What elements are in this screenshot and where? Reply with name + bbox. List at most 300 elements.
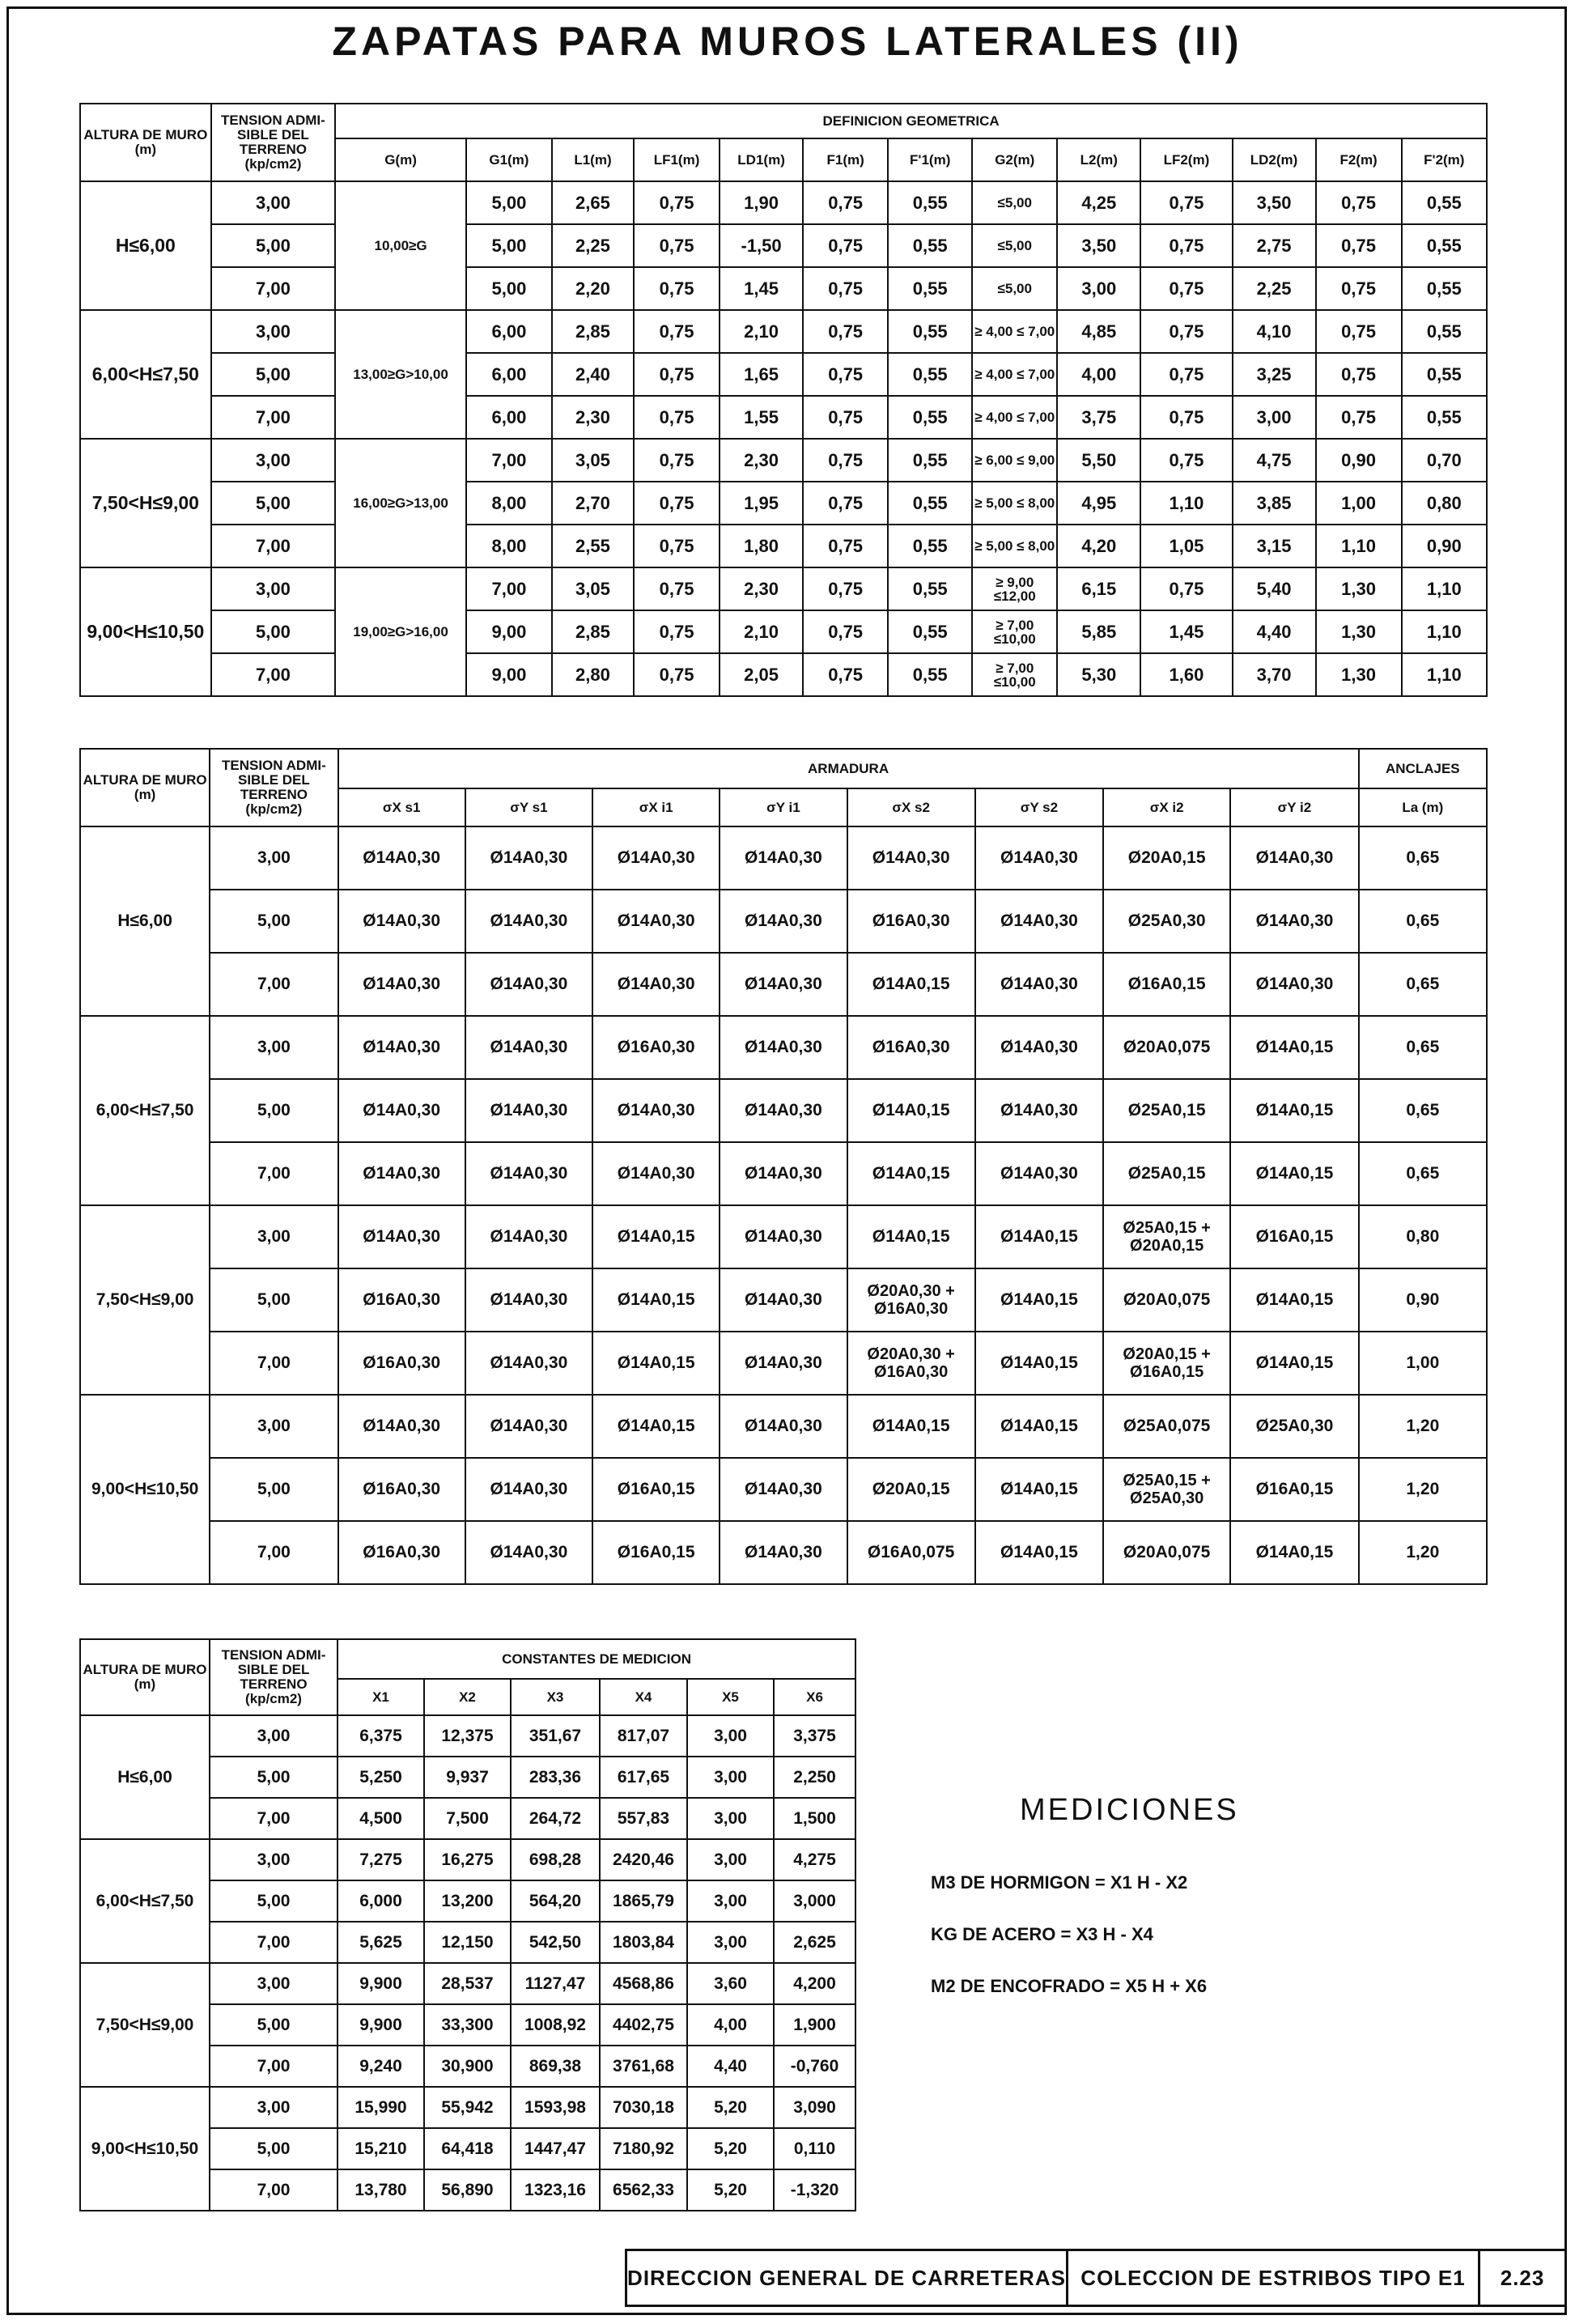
column-header: G(m) — [335, 138, 466, 181]
table-cell: 3,00 — [687, 1880, 774, 1922]
table-cell: 4,25 — [1057, 181, 1140, 224]
table-cell: Ø14A0,15 — [975, 1521, 1103, 1584]
table-cell: 7,00 — [466, 439, 552, 482]
table-cell: 0,75 — [803, 567, 888, 610]
header-altura: ALTURA DE MURO (m) — [80, 104, 211, 181]
column-header: σY i2 — [1230, 788, 1358, 826]
table-cell: 1,95 — [720, 482, 803, 525]
table-cell: 1323,16 — [511, 2169, 600, 2211]
table-cell: 15,210 — [338, 2128, 424, 2169]
formula-hormigon: M3 DE HORMIGON = X1 H - X2 — [931, 1872, 1188, 1893]
table-cell: 3,15 — [1233, 525, 1316, 567]
table-row — [80, 525, 1487, 567]
table-row — [80, 953, 1487, 1016]
table-cell: 0,80 — [1402, 482, 1487, 525]
table-cell: Ø14A0,15 — [847, 1142, 975, 1205]
table-cell: 1,90 — [720, 181, 803, 224]
table-cell: ≤5,00 — [972, 267, 1057, 310]
table-cell: 28,537 — [424, 1963, 511, 2004]
table-cell: ≥ 5,00 ≤ 8,00 — [972, 525, 1057, 567]
table-cell: 264,72 — [511, 1798, 600, 1839]
table-cell: 0,75 — [1140, 353, 1232, 396]
formula-acero: KG DE ACERO = X3 H - X4 — [931, 1924, 1153, 1944]
table-cell: Ø14A0,15 — [592, 1395, 720, 1458]
cell-g: 16,00≥G>13,00 — [335, 439, 466, 567]
table-row — [80, 653, 1487, 696]
table-cell: 1,20 — [1359, 1521, 1487, 1584]
table-cell: Ø14A0,30 — [465, 1205, 592, 1268]
table-cell: 0,55 — [888, 224, 972, 267]
table-cell: Ø14A0,30 — [465, 890, 592, 953]
table-cell: -1,50 — [720, 224, 803, 267]
table-cell: Ø14A0,30 — [592, 1142, 720, 1205]
cell-tension: 5,00 — [211, 224, 336, 267]
table-cell: 0,75 — [1316, 396, 1402, 439]
table-cell: 0,65 — [1359, 1142, 1487, 1205]
table-cell: 2,85 — [552, 310, 634, 353]
table-cell: Ø14A0,30 — [465, 1395, 592, 1458]
table-cell: 5,250 — [338, 1757, 424, 1798]
table-row — [80, 1268, 1487, 1332]
table-cell: Ø16A0,30 — [847, 1016, 975, 1079]
table-cell: Ø14A0,30 — [720, 1332, 847, 1395]
table-cell: 6,15 — [1057, 567, 1140, 610]
table-cell: Ø14A0,15 — [592, 1205, 720, 1268]
table-cell: 6,00 — [466, 353, 552, 396]
cell-tension: 5,00 — [210, 1268, 338, 1332]
table-row — [80, 439, 1487, 482]
table-cell: 0,55 — [888, 396, 972, 439]
footer-page-number: 2.23 — [1478, 2249, 1567, 2307]
table-cell: 1,60 — [1140, 653, 1232, 696]
table-cell: 1,80 — [720, 525, 803, 567]
table-cell: Ø14A0,30 — [720, 953, 847, 1016]
mediciones-title: MEDICIONES — [1020, 1793, 1239, 1827]
table-cell: Ø14A0,30 — [975, 953, 1103, 1016]
table-cell: 1447,47 — [511, 2128, 600, 2169]
table-cell: 3,00 — [687, 1798, 774, 1839]
table-cell: 7,500 — [424, 1798, 511, 1839]
table-cell: ≤5,00 — [972, 181, 1057, 224]
table-cell: 1,20 — [1359, 1458, 1487, 1521]
table-cell: Ø14A0,15 — [975, 1332, 1103, 1395]
column-header: σY i1 — [720, 788, 847, 826]
table-cell: Ø14A0,30 — [720, 1521, 847, 1584]
table-cell: 3,00 — [687, 1757, 774, 1798]
table-cell: Ø14A0,30 — [720, 1205, 847, 1268]
cell-tension: 5,00 — [210, 1458, 338, 1521]
table-cell: Ø14A0,15 — [1230, 1142, 1358, 1205]
table-cell: 0,75 — [1316, 353, 1402, 396]
table-cell: -1,320 — [774, 2169, 855, 2211]
cell-tension: 5,00 — [210, 2128, 338, 2169]
table-cell: Ø14A0,15 — [975, 1395, 1103, 1458]
column-header: X1 — [338, 1679, 424, 1715]
table-row — [80, 1715, 855, 1757]
cell-tension: 7,00 — [210, 1521, 338, 1584]
table-cell: 0,75 — [1140, 439, 1232, 482]
table-cell: 0,75 — [803, 224, 888, 267]
column-header: σX s1 — [338, 788, 465, 826]
table-row — [80, 310, 1487, 353]
table-cell: 0,75 — [634, 525, 720, 567]
table-cell: Ø14A0,15 — [1230, 1332, 1358, 1395]
table-cell: 4,00 — [687, 2004, 774, 2046]
table-cell: 9,937 — [424, 1757, 511, 1798]
table-cell: Ø14A0,30 — [1230, 890, 1358, 953]
table-cell: 0,65 — [1359, 890, 1487, 953]
cell-tension: 3,00 — [210, 1715, 338, 1757]
table-cell: 617,65 — [600, 1757, 687, 1798]
table-cell: 4,10 — [1233, 310, 1316, 353]
table-cell: 6,000 — [338, 1880, 424, 1922]
table-cell: Ø14A0,30 — [720, 1142, 847, 1205]
table-cell: ≥ 4,00 ≤ 7,00 — [972, 353, 1057, 396]
table-constantes-medicion — [79, 1638, 856, 2211]
table-cell: 1,10 — [1402, 610, 1487, 653]
table-cell: 7180,92 — [600, 2128, 687, 2169]
table-row — [80, 1079, 1487, 1142]
table-cell: 0,75 — [803, 181, 888, 224]
table-cell: 0,90 — [1359, 1268, 1487, 1332]
cell-tension: 7,00 — [211, 653, 336, 696]
table-cell: 4,40 — [687, 2046, 774, 2087]
header-constantes: CONSTANTES DE MEDICION — [338, 1639, 855, 1679]
table-cell: 0,75 — [634, 482, 720, 525]
table-cell: Ø14A0,30 — [465, 1458, 592, 1521]
footer-collection: COLECCION DE ESTRIBOS TIPO E1 — [1066, 2249, 1480, 2307]
cell-tension: 7,00 — [210, 953, 338, 1016]
column-header: La (m) — [1359, 788, 1487, 826]
table-cell: 0,55 — [1402, 267, 1487, 310]
header-anclajes: ANCLAJES — [1359, 749, 1487, 788]
table-cell: 1,00 — [1316, 482, 1402, 525]
table-cell: 0,55 — [1402, 310, 1487, 353]
table-cell: 0,90 — [1316, 439, 1402, 482]
table-cell: Ø16A0,30 — [338, 1458, 465, 1521]
table-cell: 2,25 — [552, 224, 634, 267]
table-cell: 4,00 — [1057, 353, 1140, 396]
table-cell: 1,900 — [774, 2004, 855, 2046]
row-group-label: H≤6,00 — [80, 1715, 210, 1839]
cell-tension: 7,00 — [210, 1142, 338, 1205]
table-cell: 1,10 — [1140, 482, 1232, 525]
table-cell: 351,67 — [511, 1715, 600, 1757]
table-cell: 2,10 — [720, 310, 803, 353]
column-header: σY s1 — [465, 788, 592, 826]
table-cell: 5,20 — [687, 2087, 774, 2128]
table-cell: 0,75 — [634, 181, 720, 224]
table-row — [80, 267, 1487, 310]
table-cell: 0,75 — [634, 610, 720, 653]
table-cell: Ø14A0,30 — [465, 1521, 592, 1584]
table-cell: 3,60 — [687, 1963, 774, 2004]
table-cell: 0,55 — [1402, 181, 1487, 224]
table-cell: 56,890 — [424, 2169, 511, 2211]
table-cell: Ø14A0,30 — [592, 1079, 720, 1142]
table-row — [80, 567, 1487, 610]
table-cell: 2,30 — [720, 567, 803, 610]
table-cell: Ø14A0,15 — [592, 1332, 720, 1395]
table-cell: 1,00 — [1359, 1332, 1487, 1395]
table-cell: Ø14A0,30 — [465, 1079, 592, 1142]
table-row — [80, 396, 1487, 439]
table-cell: Ø25A0,15 — [1103, 1142, 1230, 1205]
table-cell: 7030,18 — [600, 2087, 687, 2128]
column-header: X3 — [511, 1679, 600, 1715]
table-cell: Ø14A0,30 — [465, 1142, 592, 1205]
cell-tension: 3,00 — [210, 1016, 338, 1079]
row-group-label: H≤6,00 — [80, 181, 211, 310]
table-cell: 4,200 — [774, 1963, 855, 2004]
header-tension: TENSION ADMI-SIBLE DEL TERRENO (kp/cm2) — [210, 1639, 338, 1715]
table-cell: Ø16A0,30 — [338, 1521, 465, 1584]
table-cell: 0,75 — [634, 353, 720, 396]
cell-tension: 3,00 — [210, 1205, 338, 1268]
table-cell: Ø14A0,15 — [847, 953, 975, 1016]
table-cell: Ø25A0,30 — [1103, 890, 1230, 953]
table-cell: 1,10 — [1402, 567, 1487, 610]
table-cell: 698,28 — [511, 1839, 600, 1880]
table-cell: 2,65 — [552, 181, 634, 224]
table-cell: 2,10 — [720, 610, 803, 653]
table-cell: 1,55 — [720, 396, 803, 439]
table-cell: 0,110 — [774, 2128, 855, 2169]
table-cell: 4402,75 — [600, 2004, 687, 2046]
header-tension: TENSION ADMI-SIBLE DEL TERRENO (kp/cm2) — [211, 104, 336, 181]
table-cell: 0,75 — [634, 310, 720, 353]
table-cell: ≥ 5,00 ≤ 8,00 — [972, 482, 1057, 525]
cell-g: 13,00≥G>10,00 — [335, 310, 466, 439]
table-row — [80, 1016, 1487, 1079]
table-cell: 9,900 — [338, 2004, 424, 2046]
table-cell: 3,090 — [774, 2087, 855, 2128]
table-cell: 0,70 — [1402, 439, 1487, 482]
cell-tension: 5,00 — [210, 2004, 338, 2046]
cell-tension: 3,00 — [210, 1839, 338, 1880]
table-cell: 1803,84 — [600, 1922, 687, 1963]
cell-tension: 3,00 — [211, 181, 336, 224]
table-cell: 7,00 — [466, 567, 552, 610]
table-cell: 3,00 — [687, 1715, 774, 1757]
table-cell: Ø14A0,30 — [465, 1268, 592, 1332]
column-header: X4 — [600, 1679, 687, 1715]
table-cell: 0,80 — [1359, 1205, 1487, 1268]
table-cell: 3,70 — [1233, 653, 1316, 696]
table-cell: Ø16A0,15 — [1230, 1205, 1358, 1268]
cell-tension: 3,00 — [210, 1963, 338, 2004]
table-cell: Ø14A0,30 — [975, 1016, 1103, 1079]
table-cell: 0,55 — [888, 439, 972, 482]
table-cell: 2,85 — [552, 610, 634, 653]
cell-tension: 7,00 — [211, 396, 336, 439]
table-cell: Ø14A0,30 — [720, 1395, 847, 1458]
table-cell: 0,55 — [888, 181, 972, 224]
table-row — [80, 610, 1487, 653]
table-cell: 0,55 — [888, 525, 972, 567]
table-cell: Ø16A0,15 — [592, 1521, 720, 1584]
table-cell: 0,75 — [803, 525, 888, 567]
table-cell: ≥ 7,00 ≤10,00 — [972, 653, 1057, 696]
table-cell: -0,760 — [774, 2046, 855, 2087]
table-cell: 55,942 — [424, 2087, 511, 2128]
table-cell: Ø20A0,15 — [847, 1458, 975, 1521]
table-cell: 4,275 — [774, 1839, 855, 1880]
table-cell: ≥ 7,00 ≤10,00 — [972, 610, 1057, 653]
cell-tension: 5,00 — [210, 890, 338, 953]
table-cell: 0,75 — [634, 224, 720, 267]
table-cell: 0,75 — [1140, 396, 1232, 439]
table-cell: Ø14A0,30 — [338, 890, 465, 953]
table-cell: 0,75 — [803, 396, 888, 439]
table-cell: 0,75 — [634, 267, 720, 310]
column-header: F1(m) — [803, 138, 888, 181]
cell-tension: 7,00 — [210, 2169, 338, 2211]
header-definicion: DEFINICION GEOMETRICA — [335, 104, 1487, 138]
table-cell: 4,95 — [1057, 482, 1140, 525]
table-cell: 0,55 — [1402, 224, 1487, 267]
table-cell: 2,40 — [552, 353, 634, 396]
table-cell: Ø16A0,30 — [847, 890, 975, 953]
table-cell: 9,00 — [466, 653, 552, 696]
cell-g: 10,00≥G — [335, 181, 466, 310]
table-cell: Ø14A0,30 — [720, 1079, 847, 1142]
table-row — [80, 224, 1487, 267]
table-cell: Ø14A0,30 — [465, 826, 592, 890]
table-cell: Ø14A0,30 — [975, 1142, 1103, 1205]
table-cell: 1,65 — [720, 353, 803, 396]
table-cell: 3,00 — [1233, 396, 1316, 439]
table-cell: 2420,46 — [600, 1839, 687, 1880]
table-cell: 13,200 — [424, 1880, 511, 1922]
table-cell: 3,000 — [774, 1880, 855, 1922]
table-cell: 5,20 — [687, 2128, 774, 2169]
table-cell: 0,55 — [888, 482, 972, 525]
table-cell: 0,75 — [1316, 224, 1402, 267]
table-cell: Ø14A0,15 — [975, 1205, 1103, 1268]
table-cell: 869,38 — [511, 2046, 600, 2087]
table-cell: 1,05 — [1140, 525, 1232, 567]
cell-tension: 7,00 — [210, 1922, 338, 1963]
table-cell: Ø14A0,30 — [592, 890, 720, 953]
table-cell: ≤5,00 — [972, 224, 1057, 267]
table-cell: Ø20A0,15 + Ø16A0,15 — [1103, 1332, 1230, 1395]
table-cell: 3,85 — [1233, 482, 1316, 525]
cell-tension: 5,00 — [210, 1757, 338, 1798]
header-armadura: ARMADURA — [338, 749, 1359, 788]
table-cell: Ø14A0,30 — [975, 826, 1103, 890]
column-header: F'1(m) — [888, 138, 972, 181]
table-cell: 5,50 — [1057, 439, 1140, 482]
table-cell: 6,00 — [466, 310, 552, 353]
table-cell: 0,55 — [888, 610, 972, 653]
table-cell: ≥ 4,00 ≤ 7,00 — [972, 396, 1057, 439]
table-cell: 1,30 — [1316, 567, 1402, 610]
table-cell: 542,50 — [511, 1922, 600, 1963]
table-cell: 3,05 — [552, 567, 634, 610]
table-cell: 557,83 — [600, 1798, 687, 1839]
table-cell: 3,00 — [687, 1839, 774, 1880]
table-cell: 0,55 — [888, 267, 972, 310]
table-cell: 1,45 — [1140, 610, 1232, 653]
cell-tension: 7,00 — [210, 1798, 338, 1839]
table-cell: Ø14A0,30 — [338, 1142, 465, 1205]
table-cell: 0,75 — [803, 267, 888, 310]
table-cell: 5,625 — [338, 1922, 424, 1963]
table-cell: 5,00 — [466, 224, 552, 267]
footer-organization: DIRECCION GENERAL DE CARRETERAS — [625, 2249, 1068, 2307]
table-cell: 30,900 — [424, 2046, 511, 2087]
table-cell: 564,20 — [511, 1880, 600, 1922]
table-cell: 4,20 — [1057, 525, 1140, 567]
table-cell: Ø14A0,15 — [847, 1395, 975, 1458]
table-cell: 2,55 — [552, 525, 634, 567]
table-cell: 13,780 — [338, 2169, 424, 2211]
table-cell: 1,45 — [720, 267, 803, 310]
table-cell: Ø25A0,15 — [1103, 1079, 1230, 1142]
cell-g: 19,00≥G>16,00 — [335, 567, 466, 696]
table-cell: Ø25A0,15 + Ø20A0,15 — [1103, 1205, 1230, 1268]
table-cell: 7,275 — [338, 1839, 424, 1880]
table-cell: Ø14A0,15 — [975, 1268, 1103, 1332]
table-cell: Ø16A0,30 — [338, 1268, 465, 1332]
table-cell: 0,55 — [888, 653, 972, 696]
table-cell: Ø14A0,30 — [465, 953, 592, 1016]
table-cell: Ø14A0,15 — [592, 1268, 720, 1332]
page-title: ZAPATAS PARA MUROS LATERALES (II) — [332, 19, 1243, 64]
cell-tension: 7,00 — [211, 267, 336, 310]
table-cell: 0,75 — [803, 353, 888, 396]
table-cell: Ø14A0,30 — [720, 1016, 847, 1079]
table-cell: 2,30 — [552, 396, 634, 439]
table-cell: 0,75 — [1316, 310, 1402, 353]
table-cell: 1593,98 — [511, 2087, 600, 2128]
column-header: σX s2 — [847, 788, 975, 826]
table-cell: 0,75 — [1140, 310, 1232, 353]
table-cell: 2,80 — [552, 653, 634, 696]
table-cell: 0,75 — [803, 482, 888, 525]
row-group-label: H≤6,00 — [80, 826, 210, 1016]
column-header: LF1(m) — [634, 138, 720, 181]
table-cell: ≥ 4,00 ≤ 7,00 — [972, 310, 1057, 353]
table-cell: 5,85 — [1057, 610, 1140, 653]
column-header: F'2(m) — [1402, 138, 1487, 181]
table-cell: Ø20A0,075 — [1103, 1268, 1230, 1332]
column-header: LD2(m) — [1233, 138, 1316, 181]
table-cell: Ø14A0,15 — [1230, 1521, 1358, 1584]
table-cell: 0,75 — [634, 653, 720, 696]
table-cell: 1865,79 — [600, 1880, 687, 1922]
column-header: LF2(m) — [1140, 138, 1232, 181]
table-cell: 4,85 — [1057, 310, 1140, 353]
header-altura: ALTURA DE MURO (m) — [80, 1639, 210, 1715]
column-header: σX i2 — [1103, 788, 1230, 826]
column-header: σX i1 — [592, 788, 720, 826]
table-cell: Ø14A0,30 — [465, 1016, 592, 1079]
table-cell: 5,40 — [1233, 567, 1316, 610]
column-header: G2(m) — [972, 138, 1057, 181]
table-cell: 0,55 — [888, 310, 972, 353]
table-cell: Ø16A0,15 — [592, 1458, 720, 1521]
table-cell: 0,55 — [1402, 353, 1487, 396]
column-header: G1(m) — [466, 138, 552, 181]
table-cell: 4,75 — [1233, 439, 1316, 482]
table-cell: 9,00 — [466, 610, 552, 653]
table-cell: 0,55 — [1402, 396, 1487, 439]
cell-tension: 3,00 — [211, 439, 336, 482]
table-cell: 0,75 — [1316, 267, 1402, 310]
table-cell: Ø16A0,15 — [1230, 1458, 1358, 1521]
